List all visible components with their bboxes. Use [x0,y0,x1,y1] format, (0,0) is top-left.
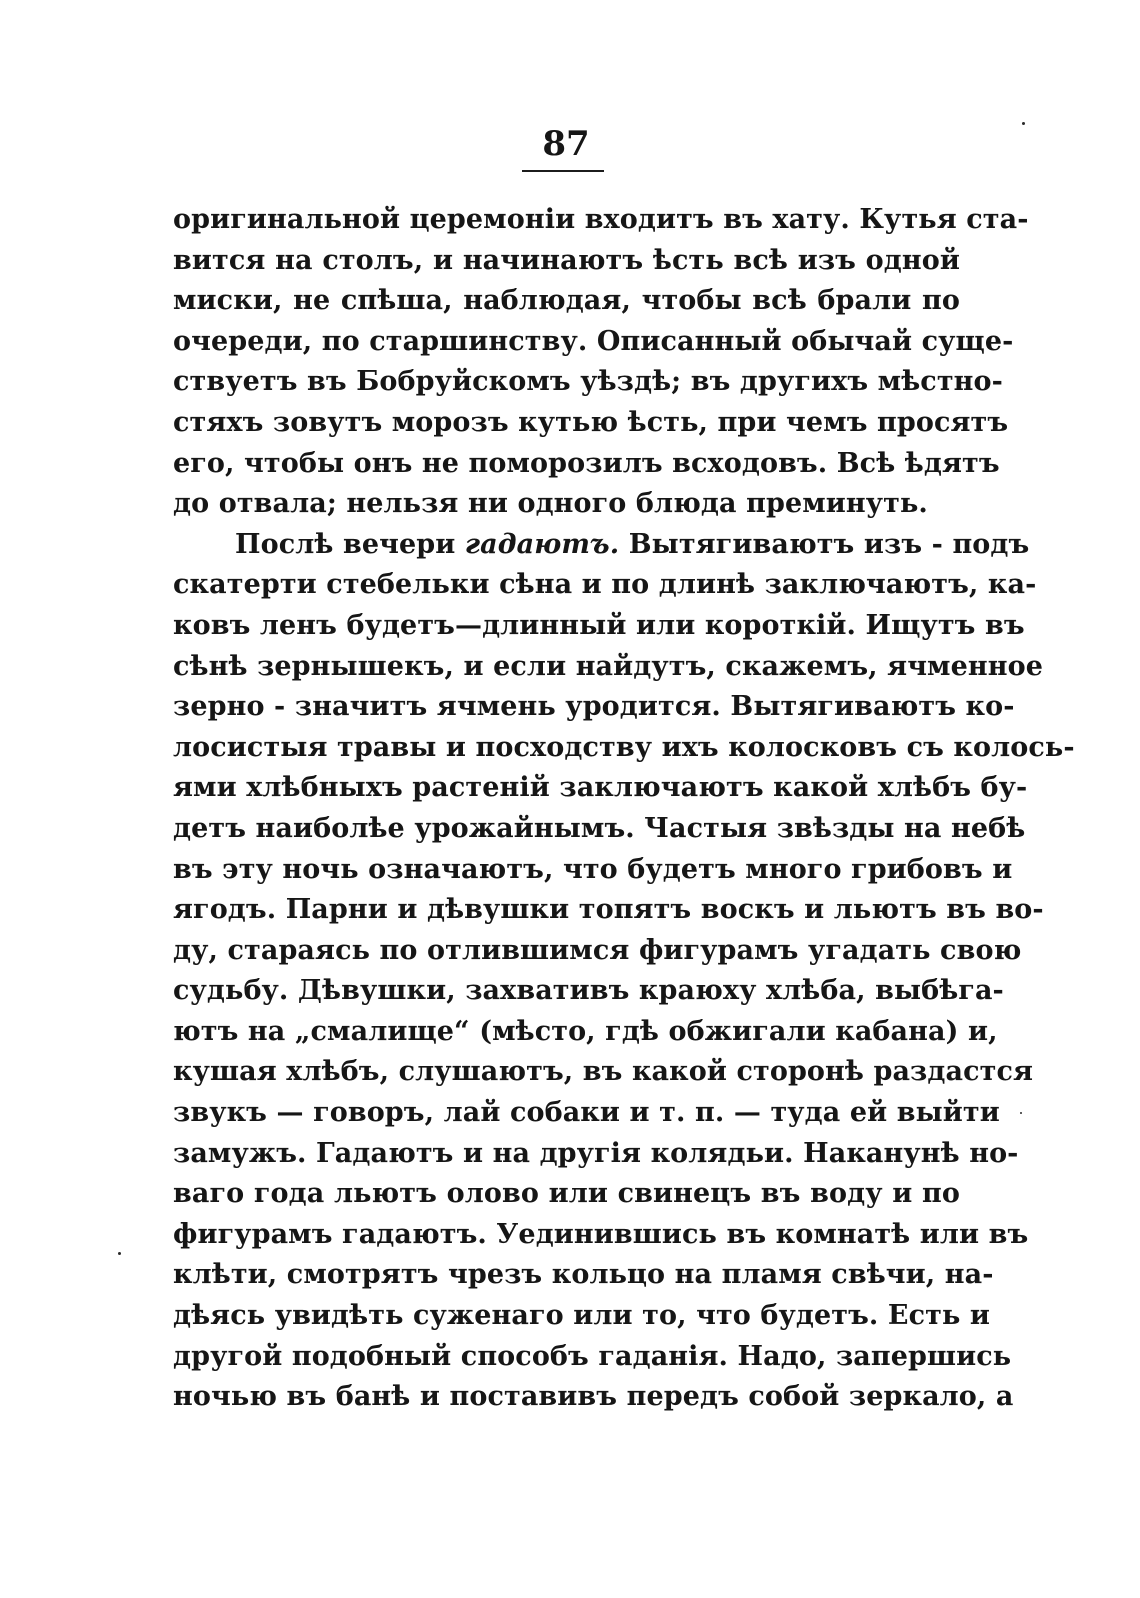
text-line: ягодъ. Парни и дѣвушки топятъ воскъ и льютъ въ во- [173,894,1044,926]
text-line: въ эту ночь означаютъ, что будетъ много грибовъ и [173,853,1013,885]
text-line: его, чтобы онъ не поморозилъ всходовъ. Всѣ ѣдятъ [173,447,1000,479]
text-line: судьбу. Дѣвушки, захвативъ краюху хлѣба, выбѣга- [173,975,1004,1007]
text-fragment: Послѣ вечери [235,528,465,560]
text-line: зерно - значитъ ячмень уродится. Вытягиваютъ ко- [173,691,1015,723]
text-line: сѣнѣ зернышекъ, и если найдутъ, скажемъ, ячменное [173,650,1043,682]
page-number-rule [522,170,604,172]
text-line: очереди, по старшинству. Описанный обычай суще- [173,325,1014,357]
text-line-paragraph-start [173,525,1030,566]
body-text [173,200,1075,1418]
text-line: ду, стараясь по отлившимся фигурамъ угадать свою [173,934,1022,966]
text-line: до отвала; нельзя ни одного блюда преминуть. [173,488,928,520]
text-line: ваго года льютъ олово или свинецъ въ воду и по [173,1178,960,1210]
scan-speck [1020,1112,1022,1114]
text-line: ютъ на „смалище“ (мѣсто, гдѣ обжигали кабана) и, [173,1015,998,1047]
text-line: фигурамъ гадаютъ. Уединившись въ комнатѣ или въ [173,1218,1029,1250]
text-line: клѣти, смотрятъ чрезъ кольцо на пламя свѣчи, на- [173,1259,994,1291]
text-line: другой подобный способъ гаданія. Надо, запершись [173,1340,1012,1372]
text-line: замужъ. Гадаютъ и на другія колядьи. Наканунѣ но- [173,1137,1019,1169]
text-line: ями хлѣбныхъ растеній заключаютъ какой хлѣбъ бу- [173,772,1028,804]
emphasized-word: гадаютъ. [464,528,620,560]
scan-speck [1022,122,1025,125]
page-number: 87 [542,124,590,164]
text-line: кушая хлѣбъ, слушаютъ, въ какой сторонѣ раздастся [173,1056,1034,1088]
scan-speck [118,1252,121,1255]
text-line: вится на столъ, и начинаютъ ѣсть всѣ изъ одной [173,244,960,276]
text-line: оригинальной церемоніи входитъ въ хату. Кутья ста- [173,204,1029,235]
text-line: стяхъ зовутъ морозъ кутью ѣсть, при чемъ просятъ [173,406,1009,438]
text-line: ствуетъ въ Бобруйскомъ уѣздѣ; въ другихъ мѣстно- [173,366,1003,398]
text-line: миски, не спѣша, наблюдая, чтобы всѣ брали по [173,285,960,317]
text-fragment: Вытягиваютъ изъ - подъ [619,528,1030,560]
text-line: скатерти стебельки сѣна и по длинѣ заключаютъ, ка- [173,569,1037,601]
text-line: ковъ ленъ будетъ—длинный или короткій. Ищутъ въ [173,609,1025,641]
text-line: детъ наиболѣе урожайнымъ. Частыя звѣзды на небѣ [173,812,1026,844]
text-line: дѣясь увидѣть суженаго или то, что будетъ. Есть и [173,1300,991,1332]
text-line: звукъ — говоръ, лай собаки и т. п. — туда ей выйти [173,1097,1000,1129]
text-line: ночью въ банѣ и поставивъ передъ собой зеркало, а [173,1381,1014,1413]
text-line: лосистыя травы и посходству ихъ колосковъ съ колось- [173,731,1075,763]
